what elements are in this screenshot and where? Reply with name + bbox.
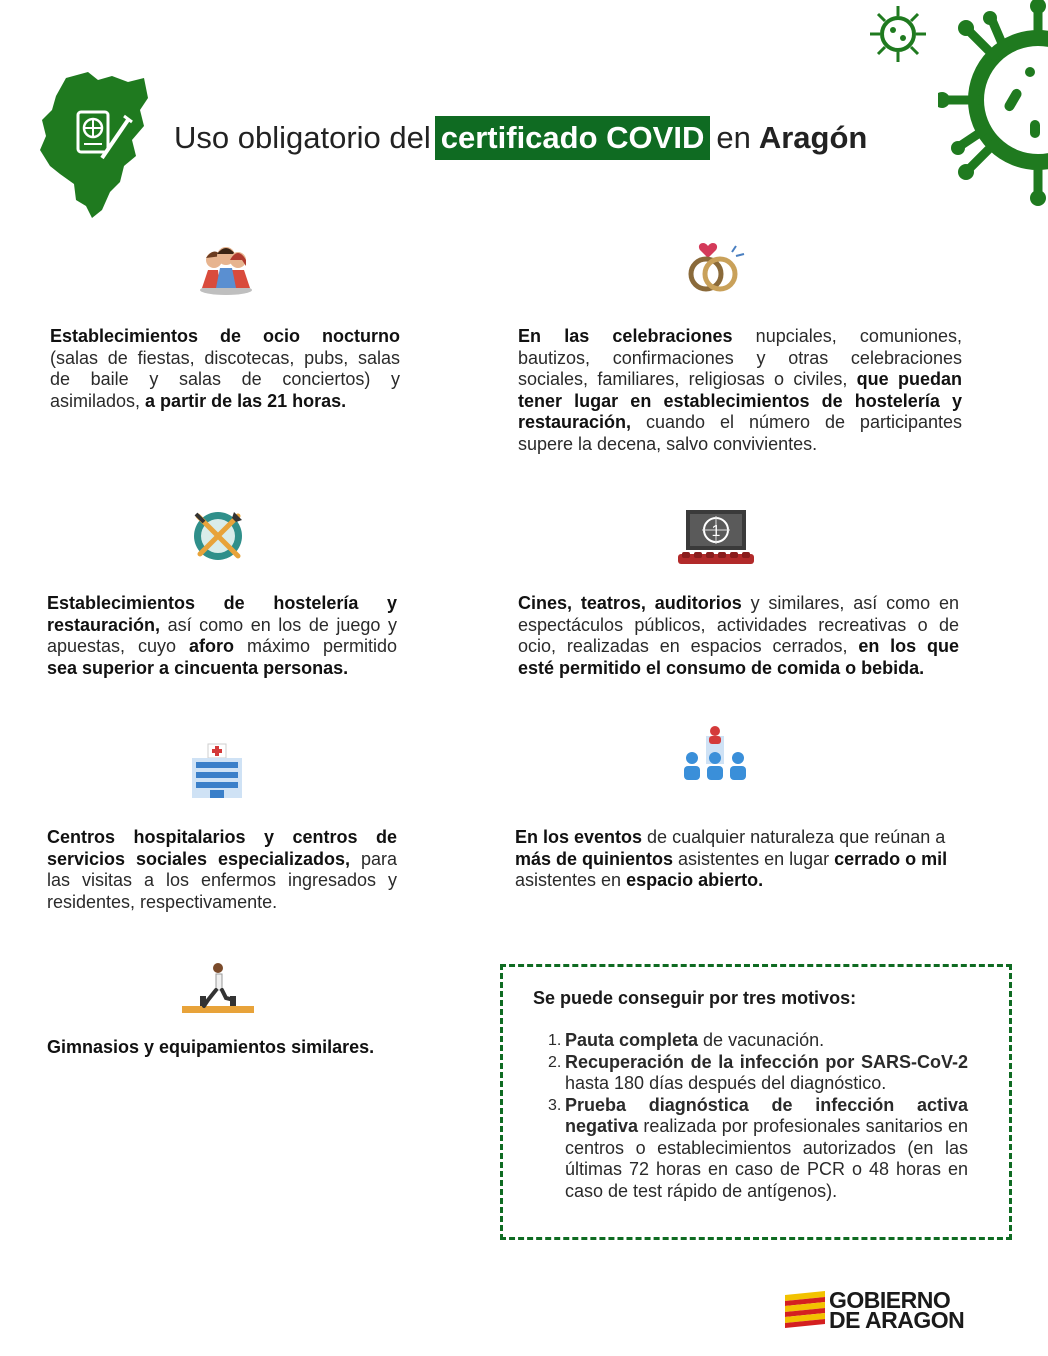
item-nightlife-text [50,326,400,412]
motives-title: Se puede conseguir por tres motivos: [533,988,857,1008]
item-celebrations-bold1: En las celebraciones [518,326,733,346]
motive-number: 3. [548,1096,562,1114]
motive-item [548,1095,968,1203]
gym-exercise-icon [182,960,254,1016]
item-hostelry-text2: máximo permitido [234,636,397,656]
motives-list [548,1030,968,1202]
item-hospitals-bold1: Centros hospitalarios y centros de servicios sociales especializados, [47,827,397,869]
item-hostelry-text [47,593,397,679]
item-cinemas-text [518,593,959,679]
item-nightlife-bold1: Establecimientos de ocio nocturno [50,326,400,346]
item-celebrations-text1: nupciales, comuniones, bautizos, confirmaciones y otras celebraciones sociales, familiares, religiosas o civiles, [518,326,962,389]
item-nightlife-text1: (salas de fiestas, discotecas, pubs, salas de baile y salas de conciertos) y asimilados, [50,347,400,411]
gobierno-aragon-logo [785,1287,965,1333]
cinema-screen-icon [676,508,756,568]
motive-bold: Pauta completa [565,1030,699,1050]
nightlife-people-icon [196,240,256,296]
item-hostelry-bold3: sea superior a cincuenta personas. [47,657,349,678]
title-middle: en [716,120,751,155]
item-events-text3: asistentes en [515,870,627,890]
item-nightlife-bold2: a partir de las 21 horas. [145,390,347,411]
item-celebrations-text2: cuando el número de participantes supere la decena, salvo convivientes. [518,412,962,454]
large-virus-icon [938,0,1048,210]
item-events-bold4: espacio abierto. [626,870,764,890]
item-cinemas-text1: y similares, así como en espectáculos públicos, actividades recreativas o de ocio, realizadas en espacios cerrados, [518,593,960,656]
item-events-bold2: más de quinientos [515,848,674,869]
item-events-text2: asistentes en lugar [673,848,835,869]
item-events-bold3: cerrado o mil [834,848,948,869]
item-gyms-bold1: Gimnasios y equipamientos similares. [47,1037,375,1057]
item-gyms-text [47,1037,407,1059]
aragon-map-icon [36,70,152,220]
item-hospitals-text1: para las visitas a los enfermos ingresados y residentes, respectivamente. [47,848,397,912]
title-region: Aragón [758,120,868,155]
item-events-text1: de cualquier naturaleza que reúnan a [642,827,946,847]
motive-number: 1. [548,1032,562,1049]
item-hospitals-text [47,827,397,913]
title-highlight: certificado COVID [435,116,711,160]
item-hostelry-bold1: Establecimientos de hostelería y restauración, [47,593,397,635]
wedding-rings-icon [686,240,750,296]
motive-bold: Prueba diagnóstica de infección activa negativa [565,1094,968,1136]
hospital-icon [188,742,246,800]
item-cinemas-bold1: Cines, teatros, auditorios [518,593,742,613]
motive-number: 2. [548,1053,562,1071]
item-cinemas-bold2: en los que esté permitido el consumo de comida o bebida. [518,636,960,678]
aragon-flag-icon [785,1291,825,1329]
motive-text: de vacunación. [698,1030,825,1050]
motive-item [548,1030,968,1052]
item-celebrations-text [518,326,962,455]
logo-line2: DE ARAGON [829,1307,965,1333]
restaurant-plate-icon [190,508,246,564]
svg-text:1: 1 [711,523,721,540]
logo-line1: GOBIERNO [829,1287,951,1313]
item-hostelry-bold2: aforo [189,636,235,656]
title-prefix: Uso obligatorio del [174,120,431,155]
small-virus-icon [868,4,928,64]
event-audience-icon [682,724,748,782]
logo-text [829,1287,965,1333]
motive-text: realizada por profesionales sanitarios en centros o establecimientos autorizados (en las últimas 72 horas en caso de PCR o 48 horas en caso de test rápido de antígenos). [565,1116,968,1201]
motive-text: hasta 180 días después del diagnóstico. [565,1073,887,1093]
item-events-bold1: En los eventos [515,827,643,847]
motive-bold: Recuperación de la infección por SARS-CoV-2 [565,1051,968,1072]
page-title [174,112,867,164]
item-events-text [515,827,960,892]
item-hostelry-text1: así como en los de juego y apuestas, cuyo [47,614,397,656]
item-celebrations-bold2: que puedan tener lugar en establecimientos de hostelería y restauración, [518,369,962,432]
motive-item [548,1052,968,1095]
